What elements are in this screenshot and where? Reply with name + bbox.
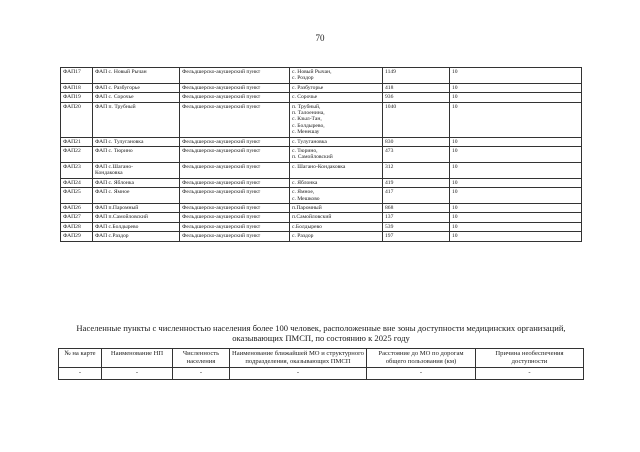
fap-distance-cell: 10 xyxy=(450,102,582,137)
fap-code-cell: ФАП26 xyxy=(61,203,93,212)
fap-code-cell: ФАП27 xyxy=(61,213,93,222)
fap-distance-cell: 10 xyxy=(450,232,582,241)
fap-code-cell: ФАП20 xyxy=(61,102,93,137)
fap-table-row xyxy=(61,178,582,187)
fap-settlements-cell: п. Трубный, п. Талоенина, с. Кзыл-Тан, с. Болдырево, с. Менешау xyxy=(290,102,383,137)
fap-table-row xyxy=(61,83,582,92)
fap-distance-cell: 10 xyxy=(450,137,582,146)
fap-settlements-cell: с. Яблонка xyxy=(290,178,383,187)
fap-table-row xyxy=(61,203,582,212)
fap-population-cell: 868 xyxy=(383,203,450,212)
fap-table-row xyxy=(61,102,582,137)
fap-settlements-cell: с. Сорочье xyxy=(290,93,383,102)
fap-name-cell: ФАП с.Шагано- Кондаковка xyxy=(93,162,180,178)
fap-code-cell: ФАП18 xyxy=(61,83,93,92)
np-header-distance: Расстояние до МО по дорогам общего пользования (км) xyxy=(367,349,476,368)
fap-type-cell: Фельдшерско-акушерский пункт xyxy=(180,213,290,222)
fap-distance-cell: 10 xyxy=(450,93,582,102)
fap-population-cell: 312 xyxy=(383,162,450,178)
fap-name-cell: ФАП с. Сорочье xyxy=(93,93,180,102)
fap-distance-cell: 10 xyxy=(450,162,582,178)
fap-table-row xyxy=(61,162,582,178)
np-header-population: Численность населения xyxy=(173,349,230,368)
fap-population-cell: 418 xyxy=(383,83,450,92)
np-table xyxy=(58,348,584,380)
fap-type-cell: Фельдшерско-акушерский пункт xyxy=(180,147,290,163)
np-table-caption: Населенные пункты с численностью населения более 100 человек, расположенные вне зоны доступности медицинских организаций, оказывающих ПМСП, по состоянию к 2025 году xyxy=(76,323,566,343)
fap-name-cell: ФАП с. Яблонка xyxy=(93,178,180,187)
fap-name-cell: ФАП п.Самойловский xyxy=(93,213,180,222)
np-header-row xyxy=(59,349,584,368)
fap-type-cell: Фельдшерско-акушерский пункт xyxy=(180,93,290,102)
fap-name-cell: ФАП п. Трубный xyxy=(93,102,180,137)
fap-name-cell: ФАП с. Разбугорье xyxy=(93,83,180,92)
fap-name-cell: ФАП с.Болдырево xyxy=(93,222,180,231)
fap-population-cell: 473 xyxy=(383,147,450,163)
fap-type-cell: Фельдшерско-акушерский пункт xyxy=(180,222,290,231)
np-header-settlement: Наименование НП xyxy=(102,349,173,368)
fap-table-row xyxy=(61,68,582,84)
fap-table-row xyxy=(61,137,582,146)
fap-table-row xyxy=(61,93,582,102)
fap-distance-cell: 10 xyxy=(450,188,582,204)
np-cell: - xyxy=(173,367,230,379)
fap-table xyxy=(60,67,582,242)
fap-type-cell: Фельдшерско-акушерский пункт xyxy=(180,162,290,178)
fap-distance-cell: 10 xyxy=(450,83,582,92)
fap-distance-cell: 10 xyxy=(450,222,582,231)
fap-type-cell: Фельдшерско-акушерский пункт xyxy=(180,83,290,92)
np-cell: - xyxy=(59,367,102,379)
fap-settlements-cell: с. Новый Рычан, с. Роздор xyxy=(290,68,383,84)
fap-name-cell: ФАП с. Ямное xyxy=(93,188,180,204)
fap-settlements-cell: с. Раздор xyxy=(290,232,383,241)
fap-distance-cell: 10 xyxy=(450,178,582,187)
np-cell: - xyxy=(476,367,584,379)
fap-table-row xyxy=(61,147,582,163)
fap-name-cell: ФАП с.Раздор xyxy=(93,232,180,241)
np-cell: - xyxy=(367,367,476,379)
np-cell: - xyxy=(102,367,173,379)
fap-settlements-cell: с. Разбугорье xyxy=(290,83,383,92)
fap-settlements-cell: с. Тулугановка xyxy=(290,137,383,146)
fap-population-cell: 539 xyxy=(383,222,450,231)
fap-type-cell: Фельдшерско-акушерский пункт xyxy=(180,68,290,84)
fap-population-cell: 419 xyxy=(383,178,450,187)
np-header-map-number: № на карте xyxy=(59,349,102,368)
fap-settlements-cell: с. Ямное, с. Мешково xyxy=(290,188,383,204)
fap-table-row xyxy=(61,222,582,231)
fap-distance-cell: 10 xyxy=(450,68,582,84)
fap-population-cell: 197 xyxy=(383,232,450,241)
fap-code-cell: ФАП17 xyxy=(61,68,93,84)
fap-distance-cell: 10 xyxy=(450,147,582,163)
fap-settlements-cell: с.Болдырево xyxy=(290,222,383,231)
fap-population-cell: 830 xyxy=(383,137,450,146)
fap-name-cell: ФАП с. Тюрино xyxy=(93,147,180,163)
fap-code-cell: ФАП28 xyxy=(61,222,93,231)
fap-type-cell: Фельдшерско-акушерский пункт xyxy=(180,137,290,146)
fap-table-row xyxy=(61,188,582,204)
fap-type-cell: Фельдшерско-акушерский пункт xyxy=(180,232,290,241)
fap-name-cell: ФАП с. Новый Рычан xyxy=(93,68,180,84)
fap-type-cell: Фельдшерско-акушерский пункт xyxy=(180,102,290,137)
fap-population-cell: 417 xyxy=(383,188,450,204)
fap-population-cell: 1040 xyxy=(383,102,450,137)
fap-table-row xyxy=(61,232,582,241)
fap-settlements-cell: с. Тюрино, п. Самойловский xyxy=(290,147,383,163)
fap-code-cell: ФАП25 xyxy=(61,188,93,204)
fap-settlements-cell: п.Паромный xyxy=(290,203,383,212)
np-data-row xyxy=(59,367,584,379)
fap-code-cell: ФАП22 xyxy=(61,147,93,163)
fap-code-cell: ФАП29 xyxy=(61,232,93,241)
fap-distance-cell: 10 xyxy=(450,203,582,212)
fap-name-cell: ФАП п.Паромный xyxy=(93,203,180,212)
fap-code-cell: ФАП21 xyxy=(61,137,93,146)
fap-code-cell: ФАП24 xyxy=(61,178,93,187)
fap-type-cell: Фельдшерско-акушерский пункт xyxy=(180,188,290,204)
page-number: 70 xyxy=(315,33,325,43)
fap-code-cell: ФАП23 xyxy=(61,162,93,178)
fap-code-cell: ФАП19 xyxy=(61,93,93,102)
fap-population-cell: 936 xyxy=(383,93,450,102)
np-header-reason: Причина необеспечения доступности xyxy=(476,349,584,368)
fap-population-cell: 137 xyxy=(383,213,450,222)
np-header-nearest-mo: Наименование ближайшей МО и структурного подразделения, оказывающих ПМСП xyxy=(230,349,367,368)
fap-distance-cell: 10 xyxy=(450,213,582,222)
fap-settlements-cell: п.Самойловский xyxy=(290,213,383,222)
np-cell: - xyxy=(230,367,367,379)
fap-type-cell: Фельдшерско-акушерский пункт xyxy=(180,178,290,187)
fap-name-cell: ФАП с. Тулугановка xyxy=(93,137,180,146)
fap-population-cell: 1149 xyxy=(383,68,450,84)
fap-settlements-cell: с. Шагано-Кондаковка xyxy=(290,162,383,178)
fap-type-cell: Фельдшерско-акушерский пункт xyxy=(180,203,290,212)
fap-table-row xyxy=(61,213,582,222)
